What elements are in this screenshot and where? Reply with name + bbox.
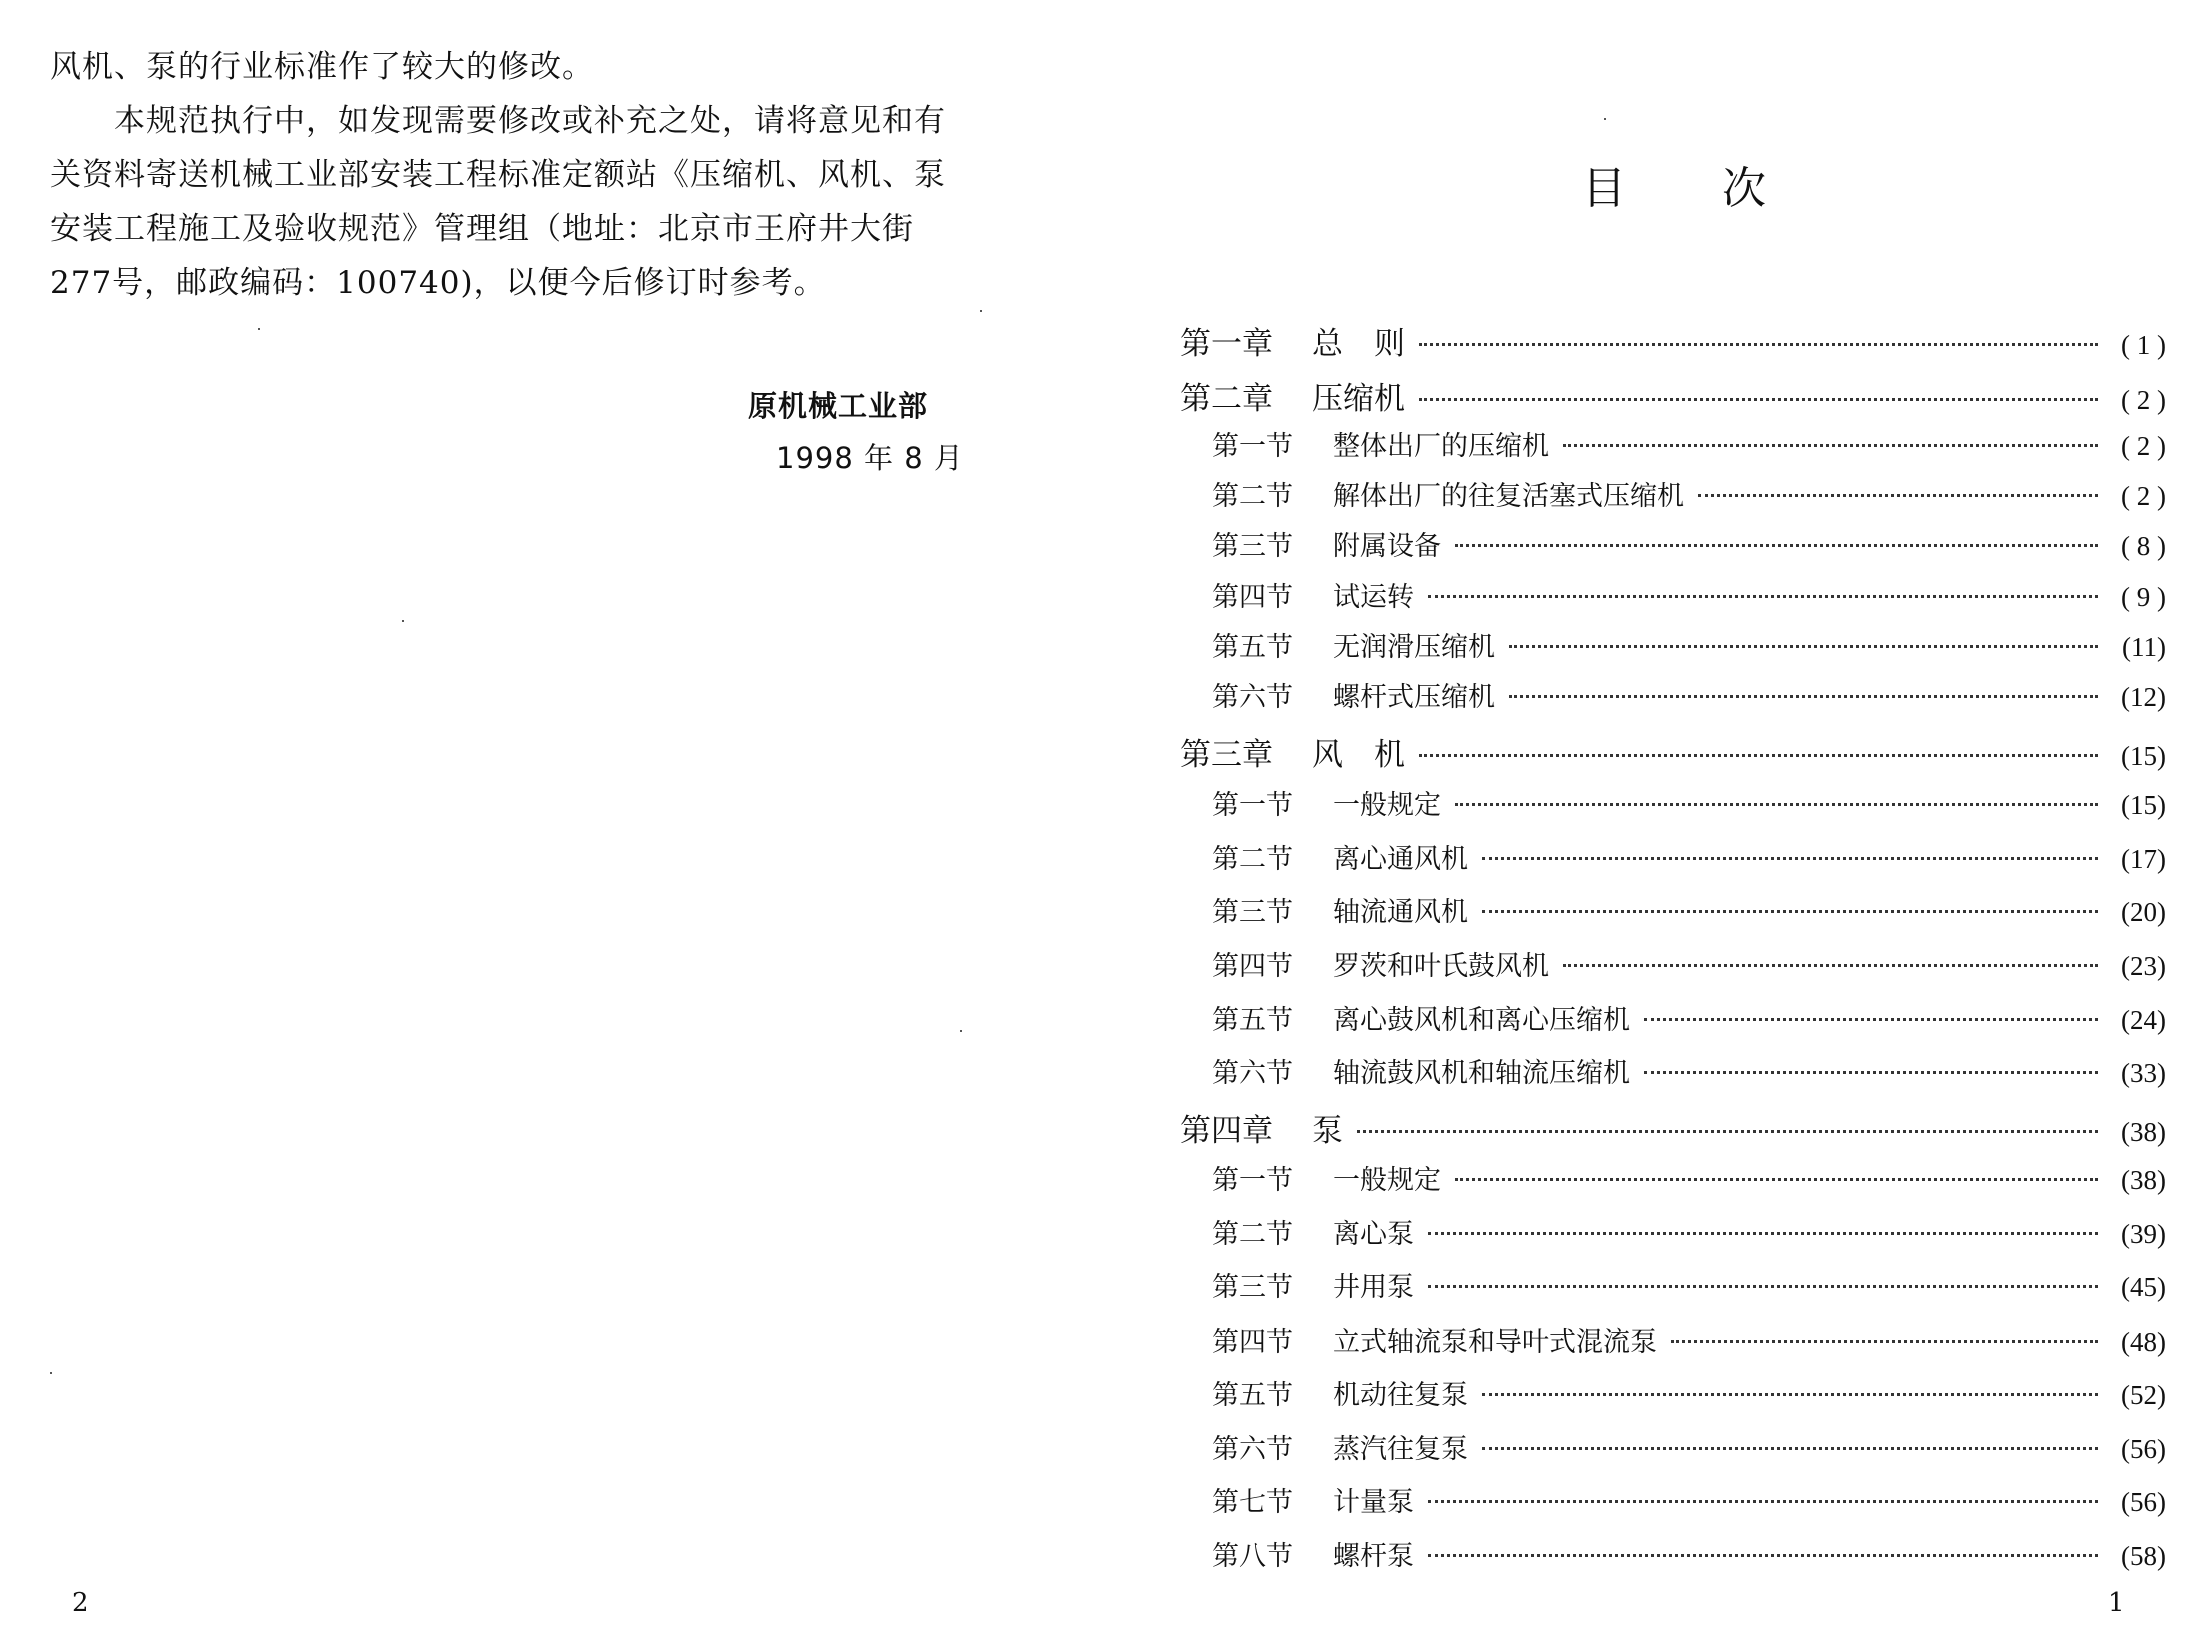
dot-leader [1428, 595, 2098, 598]
toc-entry-label [1180, 318, 1405, 363]
left-page-number: 2 [72, 1588, 89, 1618]
toc-entry-number: 第六节 [1212, 1058, 1293, 1089]
toc-entry-title: 整体出厂的压缩机 [1333, 431, 1549, 462]
toc-entry-number: 第三节 [1212, 897, 1293, 928]
dot-leader [1428, 1500, 2098, 1503]
toc-entry[interactable] [1212, 474, 2166, 514]
toc-title-char: 次 [1722, 163, 1766, 214]
toc-entry-label [1212, 1373, 1468, 1412]
toc-entry-number: 第二章 [1180, 381, 1273, 417]
toc-entry-label [1212, 1212, 1414, 1251]
toc-entry-title: 轴流鼓风机和轴流压缩机 [1333, 1058, 1630, 1089]
toc-entry-number: 第五节 [1212, 1005, 1293, 1036]
toc-entry-label [1212, 675, 1495, 714]
toc-entry-label [1212, 1265, 1414, 1304]
toc-entry-label [1180, 729, 1405, 774]
dot-leader [1419, 398, 2098, 401]
toc-entry-page: (11) [2122, 632, 2166, 662]
toc-entry-title: 一般规定 [1333, 790, 1441, 821]
dot-leader [1482, 1447, 2098, 1450]
toc-entry-page: (20) [2121, 897, 2166, 927]
toc-entry[interactable] [1212, 1320, 2166, 1360]
toc-entry[interactable] [1180, 373, 2166, 417]
toc-entry-number: 第二节 [1212, 844, 1293, 875]
toc-entry-title: 解体出厂的往复活塞式压缩机 [1333, 481, 1684, 512]
dot-leader [1419, 343, 2098, 346]
toc-entry-page: (24) [2121, 1005, 2166, 1035]
toc-entry-label [1212, 1051, 1630, 1090]
toc-entry-number: 第一章 [1180, 326, 1273, 362]
toc-entry-number: 第四章 [1180, 1113, 1273, 1149]
toc-entry[interactable] [1212, 890, 2166, 930]
dot-leader [1482, 857, 2098, 860]
toc-entry[interactable] [1212, 1212, 2166, 1252]
toc-entry-label [1180, 1105, 1343, 1150]
toc-entry-title: 计量泵 [1333, 1487, 1414, 1518]
dot-leader [1428, 1232, 2098, 1235]
toc-entry-page: ( 2 ) [2121, 481, 2166, 511]
toc-entry-number: 第一节 [1212, 790, 1293, 821]
toc-entry-page: (58) [2121, 1541, 2166, 1571]
toc-entry[interactable] [1212, 998, 2166, 1038]
toc-entry[interactable] [1212, 944, 2166, 984]
toc-entry-label [1212, 837, 1468, 876]
toc-entry-title: 立式轴流泵和导叶式混流泵 [1333, 1327, 1657, 1358]
dot-leader [1428, 1554, 2098, 1557]
toc-entry-title: 离心泵 [1333, 1219, 1414, 1250]
toc-entry[interactable] [1212, 783, 2166, 823]
toc-entry-number: 第五节 [1212, 632, 1293, 663]
paragraph-line: 风机、泵的行业标准作了较大的修改。 [50, 49, 594, 85]
dot-leader [1509, 645, 2098, 648]
toc-entry-page: (23) [2121, 951, 2166, 981]
toc-entry-page: (45) [2121, 1272, 2166, 1302]
toc-entry-page: (12) [2121, 682, 2166, 712]
toc-entry-number: 第三章 [1180, 737, 1273, 773]
toc-entry-page: (48) [2121, 1327, 2166, 1357]
toc-entry-number: 第六节 [1212, 682, 1293, 713]
dot-leader [1419, 754, 2098, 757]
toc-entry-title: 一般规定 [1333, 1165, 1441, 1196]
toc-entry-page: ( 2 ) [2121, 431, 2166, 461]
toc-entry-number: 第八节 [1212, 1541, 1293, 1572]
dot-leader [1455, 544, 2098, 547]
toc-entry-number: 第七节 [1212, 1487, 1293, 1518]
toc-entry-page: ( 2 ) [2121, 385, 2166, 415]
toc-entry-page: (17) [2121, 844, 2166, 874]
toc-entry-label [1212, 1480, 1414, 1519]
toc-entry-title: 离心鼓风机和离心压缩机 [1333, 1005, 1630, 1036]
toc-entry[interactable] [1212, 575, 2166, 615]
toc-entry-page: ( 9 ) [2121, 582, 2166, 612]
toc-entry-page: (15) [2121, 741, 2166, 771]
toc-entry-title: 机动往复泵 [1333, 1380, 1468, 1411]
toc-entry[interactable] [1212, 1427, 2166, 1467]
toc-entry-label [1212, 1534, 1414, 1573]
toc-entry-number: 第二节 [1212, 481, 1293, 512]
toc-entry-title: 螺杆式压缩机 [1333, 682, 1495, 713]
toc-entry-label [1212, 944, 1549, 983]
toc-entry-label [1212, 1427, 1468, 1466]
toc-entry[interactable] [1212, 1158, 2166, 1198]
toc-entry-page: ( 8 ) [2121, 531, 2166, 561]
toc-entry-title: 离心通风机 [1333, 844, 1468, 875]
signature-date: 1998 年 8 月 [776, 441, 964, 475]
toc-entry[interactable] [1212, 1051, 2166, 1091]
dot-leader [1644, 1018, 2098, 1021]
toc-entry-page: (38) [2121, 1165, 2166, 1195]
toc-entry-page: (38) [2121, 1117, 2166, 1147]
toc-entry-number: 第五节 [1212, 1380, 1293, 1411]
toc-entry-number: 第四节 [1212, 582, 1293, 613]
toc-entry-number: 第三节 [1212, 531, 1293, 562]
toc-entry-title: 试运转 [1333, 582, 1414, 613]
toc-entry[interactable] [1180, 729, 2166, 773]
paragraph-line: 277号，邮政编码：100740)，以便今后修订时参考。 [50, 265, 826, 301]
dot-leader [1482, 910, 2098, 913]
dot-leader [1509, 695, 2098, 698]
toc-entry-number: 第二节 [1212, 1219, 1293, 1250]
toc-entry-title: 井用泵 [1333, 1272, 1414, 1303]
toc-entry-label [1180, 373, 1405, 418]
toc-entry[interactable] [1212, 1534, 2166, 1574]
toc-entry-title: 附属设备 [1333, 531, 1441, 562]
toc-entry-page: (33) [2121, 1058, 2166, 1088]
dot-leader [1455, 803, 2098, 806]
toc-entry-title: 无润滑压缩机 [1333, 632, 1495, 663]
preface-paragraph [50, 40, 1035, 310]
toc-entry-label [1212, 998, 1630, 1037]
dot-leader [1563, 444, 2098, 447]
toc-entry[interactable] [1212, 1265, 2166, 1305]
right-page-number: 1 [2108, 1588, 2125, 1618]
toc-entry-page: ( 1 ) [2121, 330, 2166, 360]
toc-entry-label [1212, 474, 1684, 513]
toc-entry-label [1212, 1158, 1441, 1197]
toc-entry-label [1212, 783, 1441, 822]
dot-leader [1644, 1071, 2098, 1074]
toc-title-char: 目 [1582, 163, 1626, 214]
toc-entry-page: (15) [2121, 790, 2166, 820]
toc-entry-page: (56) [2121, 1434, 2166, 1464]
toc-entry-title: 蒸汽往复泵 [1333, 1434, 1468, 1465]
toc-entry-label [1212, 890, 1468, 929]
signature-organization: 原机械工业部 [748, 389, 929, 423]
toc-entry-page: (39) [2121, 1219, 2166, 1249]
toc-entry-number: 第四节 [1212, 951, 1293, 982]
toc-entry[interactable] [1212, 424, 2166, 464]
toc-entry-label [1212, 625, 1495, 664]
toc-entry[interactable] [1212, 1480, 2166, 1520]
toc-entry-title: 泵 [1312, 1113, 1343, 1149]
toc-entry[interactable] [1212, 625, 2166, 665]
paragraph-line: 关资料寄送机械工业部安装工程标准定额站《压缩机、风机、泵 [50, 157, 946, 193]
dot-leader [1698, 494, 2098, 497]
toc-entry-label [1212, 575, 1414, 614]
toc-entry-number: 第四节 [1212, 1327, 1293, 1358]
toc-entry-page: (56) [2121, 1487, 2166, 1517]
toc-entry-number: 第一节 [1212, 1165, 1293, 1196]
dot-leader [1482, 1393, 2098, 1396]
dot-leader [1455, 1178, 2098, 1181]
dot-leader [1671, 1340, 2098, 1343]
toc-entry-label [1212, 424, 1549, 463]
dot-leader [1428, 1285, 2098, 1288]
toc-entry-title: 风 机 [1312, 737, 1405, 773]
toc-entry-title: 总 则 [1312, 326, 1405, 362]
dot-leader [1357, 1130, 2098, 1133]
toc-entry-number: 第三节 [1212, 1272, 1293, 1303]
paragraph-line: 安装工程施工及验收规范》管理组（地址：北京市王府井大街 [50, 211, 914, 247]
toc-entry-label [1212, 1320, 1657, 1359]
toc-entry-number: 第一节 [1212, 431, 1293, 462]
toc-entry[interactable] [1212, 524, 2166, 564]
toc-entry[interactable] [1212, 1373, 2166, 1413]
toc-entry[interactable] [1180, 1105, 2166, 1149]
toc-entry[interactable] [1212, 837, 2166, 877]
toc-entry-title: 罗茨和叶氏鼓风机 [1333, 951, 1549, 982]
toc-entry-title: 轴流通风机 [1333, 897, 1468, 928]
toc-entry-title: 螺杆泵 [1333, 1541, 1414, 1572]
toc-entry-label [1212, 524, 1441, 563]
toc-entry-title: 压缩机 [1312, 381, 1405, 417]
toc-entry-page: (52) [2121, 1380, 2166, 1410]
paragraph-line: 本规范执行中，如发现需要修改或补充之处，请将意见和有 [114, 103, 946, 139]
toc-entry-number: 第六节 [1212, 1434, 1293, 1465]
toc-entry[interactable] [1180, 318, 2166, 362]
toc-entry[interactable] [1212, 675, 2166, 715]
dot-leader [1563, 964, 2098, 967]
